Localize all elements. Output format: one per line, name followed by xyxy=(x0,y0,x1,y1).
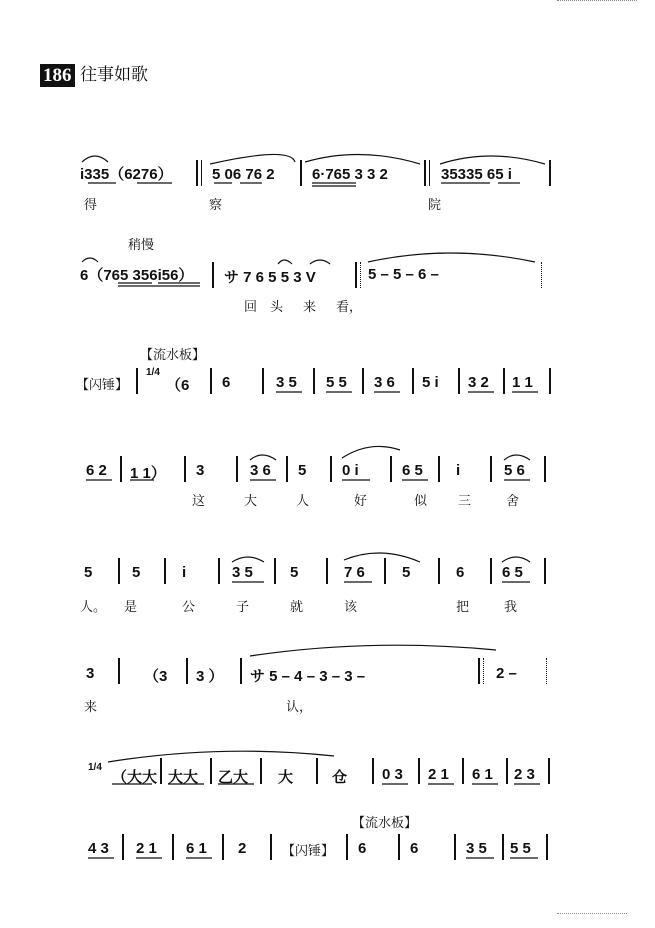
lyric: 这 xyxy=(192,494,206,509)
percussion-group: 仓 xyxy=(332,769,348,786)
note-group: 1 1 xyxy=(512,374,533,391)
note-group: 2 – xyxy=(496,665,517,682)
note-group: 35335 65 i xyxy=(441,166,512,183)
slur-mark xyxy=(210,154,420,164)
note-group: 6 1 xyxy=(472,766,493,783)
note-group: 3 5 xyxy=(466,840,487,857)
slur-mark xyxy=(108,751,334,762)
lyric: 似 xyxy=(414,494,428,509)
percussion-group: 大 xyxy=(278,769,294,786)
percussion-group: 乙大 xyxy=(218,769,249,786)
lyric: 认， xyxy=(286,700,313,715)
lyric: 人 xyxy=(296,494,310,509)
lyric: 好 xyxy=(354,494,368,509)
note-group: 6 xyxy=(358,840,367,857)
note-group: 5 xyxy=(132,564,141,581)
gong-label: 【闪锤】 xyxy=(76,378,129,393)
note-group: 6·765 3 3 2 xyxy=(312,166,388,183)
note-group: 5 06 76 2 xyxy=(212,166,275,183)
note-group: サ 7 6 5 5 3 V xyxy=(224,269,316,286)
note-group: 2 xyxy=(238,840,247,857)
note-group: i xyxy=(182,564,187,581)
underline-mark xyxy=(88,183,520,186)
slur-mark xyxy=(82,156,108,162)
gong-label: 【闪锤】 xyxy=(282,844,335,859)
page-number: 186 xyxy=(40,64,75,87)
note-group: 3 6 xyxy=(374,374,395,391)
note-group: サ 5 – 4 – 3 – 3 – xyxy=(250,668,366,685)
note-group: 3 ） xyxy=(196,668,224,685)
note-group: 6 2 xyxy=(86,462,107,479)
note-group: 6 xyxy=(410,840,419,857)
note-group: 0 i xyxy=(342,462,359,479)
note-group: i xyxy=(456,462,461,479)
note-group: 5 xyxy=(298,462,307,479)
lyric: 就 xyxy=(290,600,304,615)
note-group: 5 – 5 – 6 – xyxy=(368,266,439,283)
note-group: 7 6 xyxy=(344,564,365,581)
lyric: 大 xyxy=(244,494,258,509)
percussion-group: 大大 xyxy=(168,769,199,786)
note-group: （6 xyxy=(166,377,190,394)
lyric: 三 xyxy=(458,494,472,509)
slur-mark xyxy=(504,455,530,460)
note-group: 5 xyxy=(84,564,93,581)
lyric: 把 xyxy=(456,600,470,615)
lyric: 人。 xyxy=(80,600,107,615)
note-group: 5 6 xyxy=(504,462,525,479)
note-group: 6 xyxy=(456,564,465,581)
note-group: 5 5 xyxy=(326,374,347,391)
slur-mark xyxy=(342,446,400,458)
note-group: 6 1 xyxy=(186,840,207,857)
note-group: 0 3 xyxy=(382,766,403,783)
time-signature: 1/4 xyxy=(88,762,102,773)
note-group: 5 5 xyxy=(510,840,531,857)
note-group: 2 3 xyxy=(514,766,535,783)
note-group: 5 xyxy=(402,564,411,581)
note-group: 4 3 xyxy=(88,840,109,857)
note-group: 3 5 xyxy=(232,564,253,581)
note-group: i335（6276） xyxy=(80,166,173,183)
note-group: 2 1 xyxy=(136,840,157,857)
lyric: 察 xyxy=(209,198,223,213)
lyric: 来 xyxy=(84,700,98,715)
note-group: 6 5 xyxy=(402,462,423,479)
slur-mark xyxy=(440,156,545,164)
slur-mark xyxy=(278,260,330,264)
slur-mark xyxy=(344,553,420,562)
note-group: 6（765 356i56） xyxy=(80,267,194,284)
note-group: 5 xyxy=(290,564,299,581)
note-group: 3 xyxy=(196,462,205,479)
note-group: 1 1） xyxy=(130,465,166,482)
note-group: 5 i xyxy=(422,374,439,391)
slur-mark xyxy=(82,258,98,262)
lyric: 是 xyxy=(124,600,138,615)
tempo-marking: 稍慢 xyxy=(128,238,155,253)
lyric: 回 xyxy=(244,300,258,315)
lyric: 我 xyxy=(504,600,518,615)
lyric: 该 xyxy=(344,600,358,615)
note-group: 2 1 xyxy=(428,766,449,783)
lyric: 舍 xyxy=(506,494,520,509)
book-title: 往事如歌 xyxy=(80,65,148,85)
lyric: 院 xyxy=(428,198,442,213)
lyric: 来 xyxy=(303,300,317,315)
lyric: 子 xyxy=(236,600,250,615)
time-signature: 1/4 xyxy=(146,367,160,378)
lyric: 头 xyxy=(270,300,284,315)
page-edge-mark xyxy=(557,913,627,916)
slur-mark xyxy=(250,645,496,656)
lyric: 得 xyxy=(84,198,98,213)
underline-mark xyxy=(118,283,200,286)
note-group: 3 2 xyxy=(468,374,489,391)
section-label: 【流水板】 xyxy=(352,816,418,831)
percussion-group: （大大 xyxy=(112,769,158,786)
lyric: 公 xyxy=(182,600,196,615)
note-group: 3 6 xyxy=(250,462,271,479)
note-group: 3 5 xyxy=(276,374,297,391)
note-group: 6 5 xyxy=(502,564,523,581)
slur-mark xyxy=(250,455,276,460)
slur-mark xyxy=(502,557,530,562)
lyric: 看， xyxy=(336,300,363,315)
note-group: 6 xyxy=(222,374,231,391)
slur-mark xyxy=(232,557,264,562)
note-group: （3 xyxy=(144,668,168,685)
section-label: 【流水板】 xyxy=(140,348,206,363)
note-group: 3 xyxy=(86,665,95,682)
slur-mark xyxy=(368,253,535,262)
